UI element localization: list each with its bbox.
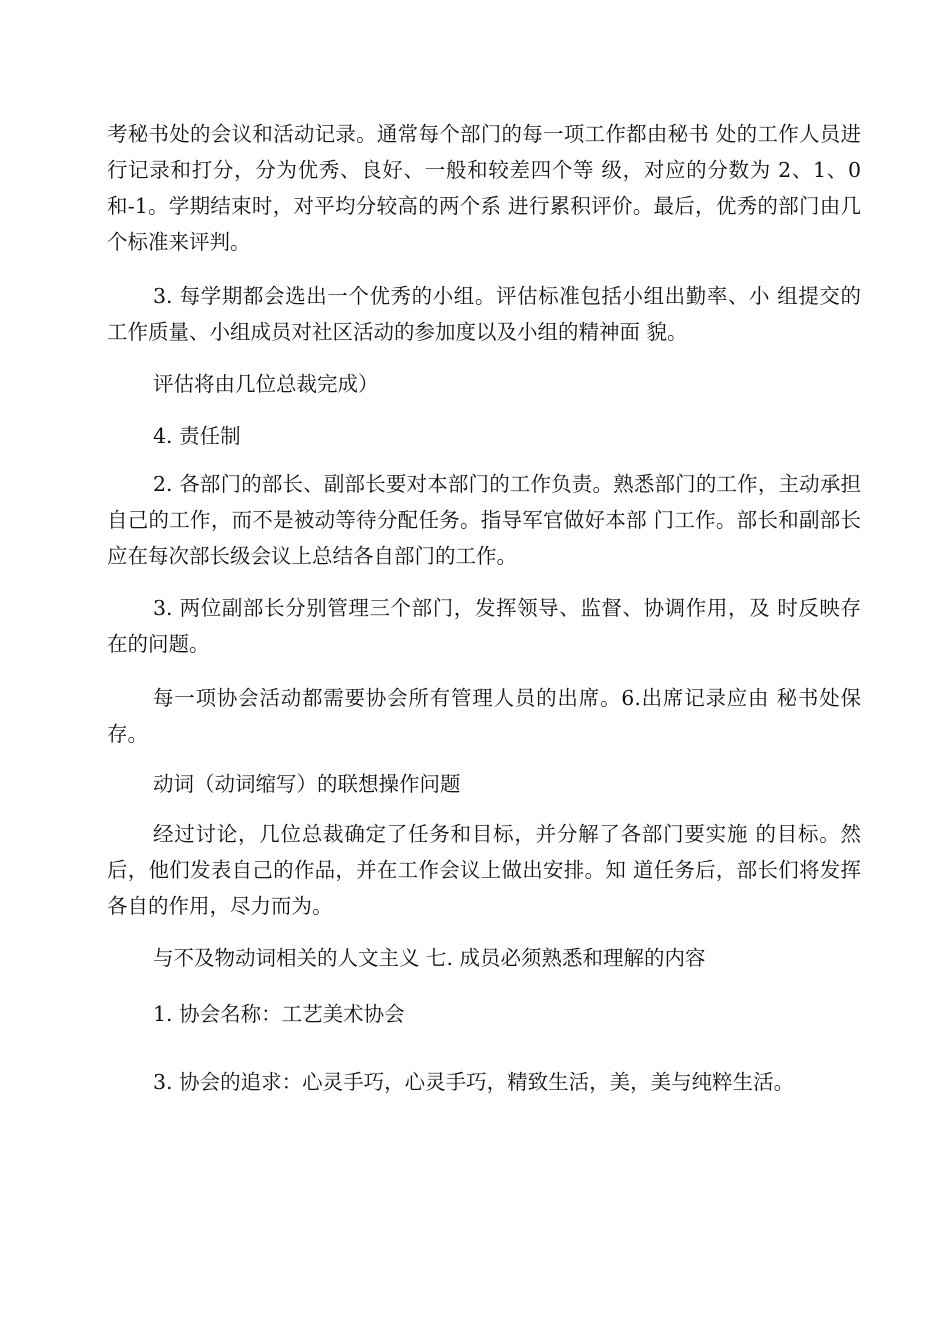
heading-responsibility: 4. 责任制 (153, 424, 241, 448)
heading-verb-question: 动词（动词缩写）的联想操作问题 (153, 772, 461, 796)
item-association-pursuit: 3. 协会的追求：心灵手巧，心灵手巧，精致生活，美，美与纯粹生活。 (153, 1070, 795, 1094)
item-association-name: 1. 协会名称：工艺美术协会 (153, 1002, 405, 1026)
paragraph-evaluation: 评估将由几位总裁完成） (153, 372, 379, 396)
paragraph-attendance: 每一项协会活动都需要协会所有管理人员的出席。6.出席记录应由 秘书处保存。 (107, 686, 861, 746)
paragraph-ministers: 2. 各部门的部长、副部长要对本部门的工作负责。熟悉部门的工作，主动承担自己的工作，而不是被动等待分配任务。指导军官做好本部 门工作。部长和副部长应在每次部长级会议上总结各自部门的工作。 (107, 472, 861, 568)
paragraph-excellent-group: 3. 每学期都会选出一个优秀的小组。评估标准包括小组出勤率、小 组提交的工作质量、小组成员对社区活动的参加度以及小组的精神面 貌。 (107, 284, 861, 344)
paragraph-discussion: 经过讨论，几位总裁确定了任务和目标，并分解了各部门要实施 的目标。然后，他们发表自己的作品，并在工作会议上做出安排。知 道任务后，部长们将发挥各自的作用，尽力而为。 (107, 822, 861, 918)
paragraph-vice-ministers: 3. 两位副部长分别管理三个部门，发挥领导、监督、协调作用，及 时反映存在的问题。 (107, 596, 861, 656)
heading-member-content: 与不及物动词相关的人文主义 七. 成员必须熟悉和理解的内容 (153, 946, 706, 970)
paragraph-records: 考秘书处的会议和活动记录。通常每个部门的每一项工作都由秘书 处的工作人员进行记录和打分，分为优秀、良好、一般和较差四个等 级，对应的分数为 2、1、0 和-1。学期结束时，对平均分较高的两个系 进行累积评价。最后，优秀的部门由几个标准来评判。 (107, 122, 861, 254)
